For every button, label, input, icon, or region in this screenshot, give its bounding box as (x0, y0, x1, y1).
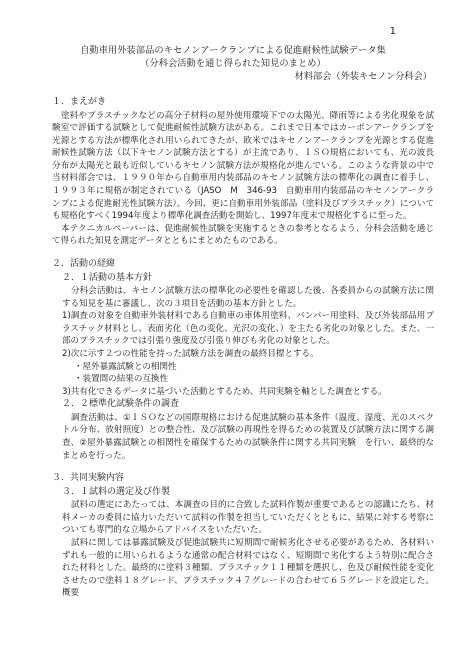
policy-item-2b: ・装置間の結果の互換性 (74, 374, 169, 385)
policy-item-2: 2)次に示す２つの性能を持った試験方法を調査の最終目標とする。 (62, 349, 319, 359)
policy-item-3: 3)共有化できるデータに基づいた活動とするため、共同実験を軸とした調査とする。 (62, 386, 387, 397)
section-2-heading: ２．活動の経緯 (52, 259, 116, 270)
section-3-heading: ３．共同実験内容 (52, 473, 125, 484)
author-line: 材料部会（外装キセノン分科会） (294, 71, 432, 82)
section-2-2-heading: ２．２標準化試験条件の調査 (62, 399, 180, 410)
section-3-1-paragraph-2: 試料に関しては暴露試験及び促進試験共に短期間で耐候劣化させる必要があるため、各材料いずれも一般的に用いられるような通常の配合材料ではなく、短期間で劣化するよう特別に配合された材料とした。最終的に塗料３種類、プラスチック１１種類を選択し、色及び耐候性能を変化させたので塗料１８グレード、プラスチック４７グレードの合わせて６５グレードを設定した。概要 (62, 538, 434, 599)
section-1-paragraph-2: 本テクニカルペーパーは、促進耐候性試験を実施するときの参考となるよう、分科会活動を通じて得られた知見を測定データとともにまとめたものである。 (52, 223, 434, 247)
policy-item-1: 1)調査の対象を自動車外装材料である自動車の車体用塗料、バンパー用塗料、及び外装部品用プラスチック材料とし、表面劣化（色の変化、光沢の変化、）を主たる劣化の対象とした。また、一部のプラスチックでは引張り強度及び引張り伸びも劣化の対象とした。 (62, 311, 434, 347)
section-3-1-paragraph-1: 試料の選定にあたっては、本調査の目的に合致した試料作製が重要であるとの認識にたち、材料メーカの委員に協力いただいて試料の作製を担当していただくとともに、結果に対する考察についても専門的な立場からアドバイスをいただいた。 (62, 500, 434, 536)
section-2-1-intro: 分科会活動は、キセノン試験方法の標準化の必要性を確認した後、各委員からの試験方法に関する知見を基に審議し、次の３項目を活動の基本方針とした。 (62, 286, 434, 309)
section-3-1-heading: ３．１試料の選定及び作製 (62, 486, 171, 497)
document-title: 自動車用外装部品のキセノンアークランプによる促進耐候性試験データ集 (80, 45, 386, 56)
document-subtitle: （分科会活動を通じ得られた知見のまとめ） (140, 58, 326, 69)
section-1-paragraph-1: 塗料やプラスチックなどの高分子材料の屋外使用環境下での太陽光、降雨等による劣化現象を試験室で評価する試験として促進耐候性試験方法がある。これまで日本ではカーボンアークランプを光源とする方法が標準化され用いられてきたが、欧米ではキセノンアークランプを光源とする促進耐候性試験方法（以下キセノン試験方法とする）が主流であり、ＩＳＯ規格においても、光の波長分布が太陽光と最も近似しているキセノン試験方法が規格化が進んでいる。このような背景の中で当材料部会では、１９９０年から自動車用内装部品のキセノン試験方法の標準化の調査に着手し、１９９３年に規格が制定されている（JASO M 346-93 自動車用内装部品のキセノンアークランプによる促進耐光性試験方法）。今回、更に自動車用外装部品（塗料及びプラスチック）についても規格化すべく1994年度より標準化調査活動を開始し、1997年度末で規格化するに至った。 (52, 110, 434, 222)
section-2-2-paragraph: 調査活動は、①ＩＳＯなどの国際規格における促進試験の基本条件（温度、湿度、光のスペクトル分布、放射照度）との整合性、及び試験の再現性を得るための装置及び試験方法に関する調査、②屋外暴露試験との相関性を確保するための試験条件に関する共同実験 を行い、最終的なまとめを行った。 (62, 412, 434, 461)
section-1-heading: １．まえがき (52, 97, 107, 107)
document-body (52, 96, 434, 600)
page-number: 1 (389, 26, 396, 37)
section-2-1-heading: ２．１活動の基本方針 (62, 272, 153, 283)
policy-item-2a: ・屋外暴露試験との相関性 (74, 361, 177, 372)
